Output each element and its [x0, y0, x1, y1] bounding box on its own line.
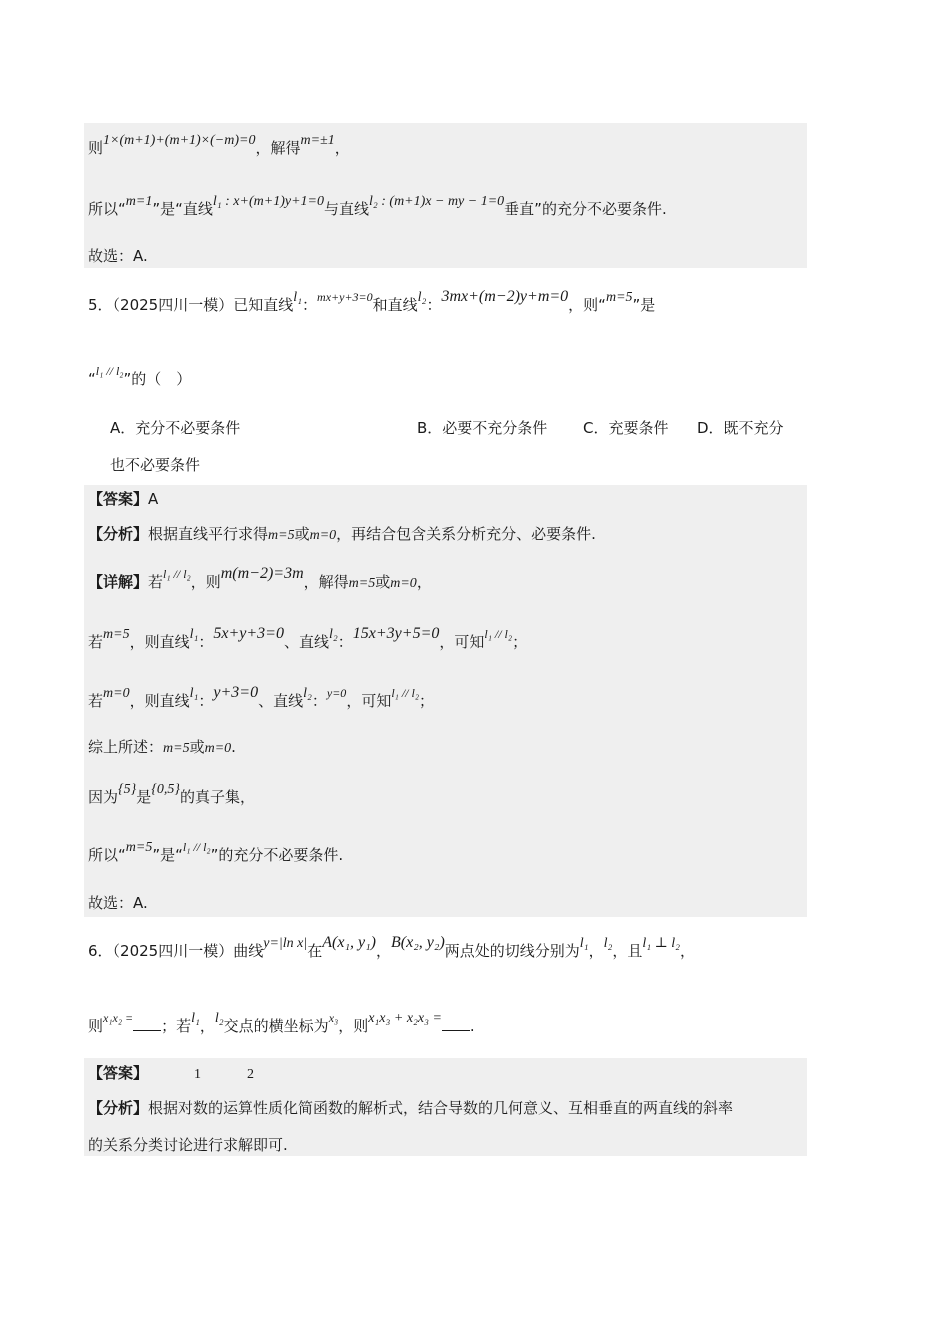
formula-solution: m=±1 — [300, 133, 335, 148]
text: ，则直线 — [129, 692, 190, 710]
text: 则 — [88, 139, 104, 157]
question-source: （2025四川一模） — [112, 296, 234, 314]
text: 已知直线 — [233, 296, 294, 314]
formula-eq2: 3mx+(m−2)y+m=0 — [441, 288, 569, 305]
answer-label: 【答案】 — [88, 490, 149, 508]
q6-analysis-2: 的关系分类讨论进行求解即可. — [88, 1136, 288, 1154]
text: ，且 — [612, 942, 643, 960]
q5-answer — [88, 489, 158, 509]
q4-line-2 — [88, 194, 667, 221]
formula-m5: m=5 — [163, 741, 190, 756]
text: 或 — [294, 525, 310, 543]
text: 曲线 — [233, 942, 264, 960]
formula-line-l1: l₁ : x+(m+1)y+1=0 — [212, 194, 324, 209]
text: 因为 — [88, 788, 119, 806]
text: ： — [198, 692, 214, 710]
q5-detail-4 — [88, 737, 236, 759]
q4-line-1 — [88, 133, 350, 160]
text: ； — [512, 633, 528, 651]
text: 、直线 — [283, 633, 329, 651]
text: ；若 — [161, 1017, 192, 1035]
text: ； — [419, 692, 435, 710]
text: 两点处的切线分别为 — [444, 942, 580, 960]
formula-eq1: y+3=0 — [213, 684, 259, 701]
q5-option-d: D．既不充分 — [697, 419, 784, 437]
q5-detail-5 — [88, 782, 255, 809]
text: ，则“ — [568, 296, 606, 314]
text: ”的（ ） — [123, 370, 192, 388]
text: ： — [311, 692, 327, 710]
formula-m0: m=0 — [309, 528, 337, 543]
text: 的真子集， — [179, 788, 255, 806]
text: 根据直线平行求得 — [148, 525, 269, 543]
formula-m: m=0 — [103, 686, 130, 701]
formula-parallel: l₁ // l₂ — [391, 686, 420, 700]
text: 与直线 — [323, 200, 369, 218]
formula-m: m=5 — [125, 840, 153, 855]
q6-answer — [88, 1063, 254, 1085]
question-number: 6． — [88, 942, 113, 960]
text: ，则直线 — [129, 633, 190, 651]
formula-l2: l₂ — [214, 1011, 224, 1026]
formula-line-l2: l₂ : (m+1)x − my − 1=0 — [368, 194, 505, 209]
formula-l1: l₁ — [579, 936, 589, 951]
formula-m0: m=0 — [204, 741, 232, 756]
answer-label: 【答案】 — [88, 1064, 149, 1082]
text: 所以“ — [88, 200, 126, 218]
text: ，则 — [190, 573, 221, 591]
formula-eq2: 15x+3y+5=0 — [352, 625, 440, 642]
text: 综上所述： — [88, 738, 164, 756]
q5-detail-2 — [88, 625, 528, 654]
text: 若 — [148, 573, 164, 591]
formula-m5: m=5 — [348, 576, 376, 591]
formula-sum: x₁x₃ + x₂x₃ = — [368, 1011, 442, 1026]
q5-detail-1 — [88, 565, 432, 594]
q6-stem-line-2 — [88, 1011, 475, 1038]
formula-l2: l₂ — [303, 686, 312, 701]
answer-value-2: 2 — [247, 1067, 255, 1082]
text: ， — [334, 139, 350, 157]
text: ，可知 — [439, 633, 485, 651]
text: 、直线 — [258, 692, 304, 710]
q6-analysis-1 — [88, 1098, 733, 1118]
q5-option-b: B．必要不充分条件 — [417, 419, 548, 437]
answer-value: A — [148, 490, 159, 508]
q5-option-d-cont: 也不必要条件 — [110, 456, 201, 474]
question-number: 5． — [88, 296, 113, 314]
q5-detail-6 — [88, 840, 344, 867]
formula-set-1: {5} — [118, 782, 137, 797]
answer-blank-1[interactable] — [133, 1016, 161, 1031]
text: ”的充分不必要条件. — [210, 846, 344, 864]
formula-eq1: mx+y+3=0 — [317, 290, 373, 304]
q5-analysis — [88, 524, 596, 546]
text: 若 — [88, 692, 104, 710]
formula-l1: l₁ — [189, 686, 199, 701]
text: ，则 — [338, 1017, 369, 1035]
text: 或 — [189, 738, 205, 756]
formula-point-a: A(x₁, y₁) — [322, 934, 376, 951]
text: ： — [426, 296, 442, 314]
text: ，再结合包含关系分析充分、必要条件. — [336, 525, 596, 543]
formula-equation: 1×(m+1)+(m+1)×(−m)=0 — [103, 133, 256, 148]
text: ”是 — [632, 296, 656, 314]
text: ，解得 — [255, 139, 301, 157]
text: ， — [680, 942, 696, 960]
answer-blank-2[interactable] — [442, 1016, 470, 1031]
formula-parallel: l₁ // l₂ — [182, 840, 211, 854]
formula-l2: l₂ — [417, 290, 427, 305]
formula-eq: m(m−2)=3m — [220, 565, 304, 582]
analysis-label: 【分析】 — [88, 525, 149, 543]
q5-choose: 故选：A. — [88, 894, 148, 912]
text: ， — [416, 573, 432, 591]
text: “ — [88, 370, 96, 388]
text: 交点的横坐标为 — [223, 1017, 329, 1035]
text: 在 — [307, 942, 323, 960]
text: ，可知 — [346, 692, 392, 710]
formula-parallel: l₁ // l₂ — [484, 627, 513, 641]
text: 或 — [375, 573, 391, 591]
formula-l1: l₁ — [293, 290, 303, 305]
text: ： — [198, 633, 214, 651]
text: ， — [376, 942, 392, 960]
text: ： — [302, 296, 318, 314]
text: 垂直”的充分不必要条件. — [504, 200, 667, 218]
text: 所以“ — [88, 846, 126, 864]
formula-product: x₁x₂ = — [103, 1011, 134, 1025]
q6-stem-line-1 — [88, 934, 696, 963]
formula-set-2: {0,5} — [151, 782, 180, 797]
q5-detail-3 — [88, 684, 435, 713]
text: . — [231, 738, 236, 756]
analysis-label: 【分析】 — [88, 1099, 149, 1117]
formula-l2: l₂ — [603, 936, 613, 951]
text: ，解得 — [303, 573, 349, 591]
question-source: （2025四川一模） — [112, 942, 234, 960]
formula-l1: l₁ — [191, 1011, 200, 1026]
q5-stem-line-1 — [88, 288, 656, 317]
formula-m: m=5 — [103, 627, 130, 642]
formula-m5: m=5 — [268, 528, 295, 543]
text: ， — [199, 1017, 215, 1035]
formula-cond: m=5 — [605, 290, 633, 305]
formula-x3: x₃ — [328, 1011, 339, 1025]
text: . — [469, 1017, 475, 1035]
formula-l2: l₂ — [328, 627, 338, 642]
formula-l1: l₁ — [189, 627, 199, 642]
detail-label: 【详解】 — [88, 573, 149, 591]
formula-m: m=1 — [125, 194, 153, 209]
formula-parallel: l₁ // l₂ — [163, 567, 191, 581]
formula-curve: y=|ln x| — [263, 936, 308, 951]
formula-m0: m=0 — [390, 576, 417, 591]
answer-value-1: 1 — [194, 1067, 202, 1082]
formula-parallel: l₁ // l₂ — [95, 364, 124, 378]
text: ： — [337, 633, 353, 651]
text: ”是“直线 — [152, 200, 213, 218]
q5-option-a: A．充分不必要条件 — [110, 419, 241, 437]
text: ”是“ — [152, 846, 183, 864]
text: 若 — [88, 633, 104, 651]
formula-eq1: 5x+y+3=0 — [213, 625, 284, 642]
formula-eq2: y=0 — [326, 686, 347, 700]
text: ， — [588, 942, 604, 960]
text: 和直线 — [372, 296, 418, 314]
text: 根据对数的运算性质化简函数的解析式，结合导数的几何意义、互相垂直的两直线的斜率 — [148, 1099, 734, 1117]
text: 是 — [136, 788, 152, 806]
q5-option-c: C．充要条件 — [583, 419, 669, 437]
text: 则 — [88, 1017, 104, 1035]
q4-choose: 故选：A. — [88, 247, 148, 265]
q5-stem-line-2 — [88, 364, 192, 390]
formula-perpendicular: l₁ ⊥ l₂ — [642, 936, 681, 951]
formula-point-b: B(x₂, y₂) — [391, 934, 445, 951]
